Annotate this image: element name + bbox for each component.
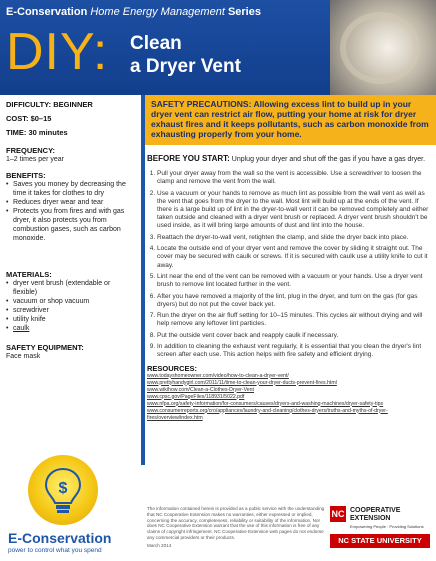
title-line-1: Clean <box>130 33 182 54</box>
resource-link[interactable]: www.todayshomeowner.com/video/how-to-clean-a-dryer-vent/ <box>147 372 289 379</box>
resource-link[interactable]: www.wikihow.com/Clean-a-Clothes-Dryer-Vent <box>147 386 254 393</box>
logo-tagline: power to control what you spend <box>8 547 102 554</box>
page-header <box>0 0 436 95</box>
resource-link[interactable]: www.consumerreports.org/cro/appliances/laundry-and-cleaning/clothes-dryers/truths-and-myths-of-dryer-fires/overview/index.htm <box>147 407 388 421</box>
nc-line-cooperative: COOPERATIVE <box>350 507 401 514</box>
brand-prefix: E-Conservation <box>6 6 88 18</box>
series-name: Home Energy Management <box>90 6 225 18</box>
list-item: • utility knife <box>6 315 136 324</box>
safety-equipment-value: Face mask <box>6 353 41 360</box>
step-item: 3. Reattach the dryer-to-wall vent, retighten the clamp, and slide the dryer back into place. <box>157 234 431 242</box>
resource-link[interactable]: www.prettyhandygirl.com/2011/11/time-to-clean-your-dryer-ducts-prevent-fires.html <box>147 379 337 386</box>
publish-date: March 2014 <box>147 542 172 548</box>
nc-cooperative-extension-logo <box>330 506 430 554</box>
before-text: Unplug your dryer and shut off the gas if you have a gas dryer. <box>231 156 426 163</box>
caulk-link[interactable] <box>6 324 136 333</box>
lightbulb-icon <box>28 455 98 525</box>
materials-label: MATERIALS: <box>6 270 52 279</box>
step-item: 7. Run the dryer on the air fluff setting for 10–15 minutes. This cycles air without drying and will help remove any leftover lint particles. <box>157 312 431 328</box>
before-you-start <box>147 154 431 164</box>
sidebar-divider <box>141 95 145 465</box>
list-item: • dryer vent brush (extendable or flexible) <box>6 279 136 297</box>
list-item: • vacuum or shop vacuum <box>6 297 136 306</box>
resources-label: RESOURCES: <box>147 363 198 373</box>
time-label: TIME: 30 minutes <box>6 128 68 137</box>
step-item: 4. Locate the outside end of your dryer vent and remove the cover by sliding it straight out. The cover may be secured with caulk or screws. If it is secured with caulk use a utility knife to cut it away. <box>157 245 431 270</box>
difficulty-label: DIFFICULTY: BEGINNER <box>6 100 93 109</box>
list-item: • Reduces dryer wear and tear <box>6 198 136 207</box>
benefits-label: BENEFITS: <box>6 171 46 180</box>
vent-ring-graphic <box>340 12 420 84</box>
step-item: 6. After you have removed a majority of the lint, plug in the dryer, and turn on the gas (for gas dryers) but do not put the cover back yet. <box>157 293 431 309</box>
step-item: 1. Pull your dryer away from the wall so the vent is accessible. Use a screwdriver to loosen the clamp and remove the vent from the wall. <box>157 170 431 186</box>
step-item: 2. Use a vacuum or your hands to remove as much lint as possible from the wall vent as well as the vent that goes from the dryer to the wall. Most lint will build up at the ends of the vent. If there is a large build up of lint in the dryer-to-wall vent it can be removed completely and either taken outside and cleaned with a dryer vent brush or replaced. A dryer vent brush shouldn't be used inside, as it will bring large amounts of dust and lint into the house. <box>157 190 431 231</box>
series-title <box>6 6 261 18</box>
steps-list <box>147 170 431 360</box>
before-label: BEFORE YOU START: <box>147 154 230 163</box>
frequency-label: FREQUENCY: <box>6 146 56 155</box>
safety-equipment-label: SAFETY EQUIPMENT: <box>6 343 84 352</box>
logo-brand: E-Conservation <box>8 530 112 546</box>
svg-text:$: $ <box>58 480 68 497</box>
step-item: 8. Put the outside vent cover back and reapply caulk if necessary. <box>157 332 431 340</box>
e-conservation-logo <box>0 455 141 561</box>
resource-link[interactable]: www.nfpa.org/safety-information/for-consumers/causes/dryers-and-washing-machines/dryer-safety-tips <box>147 400 384 407</box>
nc-extension-name <box>350 507 400 523</box>
list-item: • Protects you from fires and with gas dryer, it also protects you from combustion gases, such as carbon monoxide. <box>6 207 136 243</box>
disclaimer <box>147 506 327 549</box>
nc-mark-icon: NC <box>330 506 346 522</box>
frequency-value: 1–2 times per year <box>6 156 64 163</box>
diy-label: DIY: <box>6 23 109 81</box>
safety-precautions-banner: SAFETY PRECAUTIONS: Allowing excess lint to build up in your dryer vent can restrict air flow, putting your home at risk for dryer exhaust fires and it keeps pollutants, such as carbon monoxide from exhausting properly from your home. <box>145 95 436 145</box>
caulk-link-text[interactable]: caulk <box>13 325 30 332</box>
series-suffix: Series <box>227 6 261 18</box>
materials-list <box>6 279 136 333</box>
nc-state-university-banner: NC STATE UNIVERSITY <box>330 534 430 548</box>
step-item: 9. In addition to cleaning the exhaust vent regularly, it is essential that you clean the dryer's lint screen after each use. This action helps with fire safety and efficient drying. <box>157 343 431 359</box>
disclaimer-text: The information contained herein is provided as a public service with the understanding that NC Cooperative Extension makes no warranties, either expressed or implied, concerning the accuracy, completeness, reliability or suitability of the information. Nor does NC Cooperative Extension warrant that the use of this information is free of any claims of copyright infringement. NC Cooperative Extension web pages do not endorse any commercial providers or their products. <box>147 506 325 540</box>
list-item: • Saves you money by decreasing the time it takes for clothes to dry <box>6 180 136 198</box>
step-item: 5. Lint near the end of the vent can be removed with a vacuum or your hands. Use a dryer vent brush to remove lint located further in the vent. <box>157 273 431 289</box>
benefits-list <box>6 180 136 243</box>
list-item: • screwdriver <box>6 306 136 315</box>
nc-tagline: Empowering People · Providing Solutions <box>350 524 424 529</box>
main-content <box>147 154 431 422</box>
resource-link[interactable]: www.cpsc.gov/PageFiles/118931/5022.pdf <box>147 393 245 400</box>
title-line-2: a Dryer Vent <box>130 56 241 77</box>
nc-line-extension: EXTENSION <box>350 515 391 522</box>
cost-label: COST: $0–15 <box>6 114 52 123</box>
